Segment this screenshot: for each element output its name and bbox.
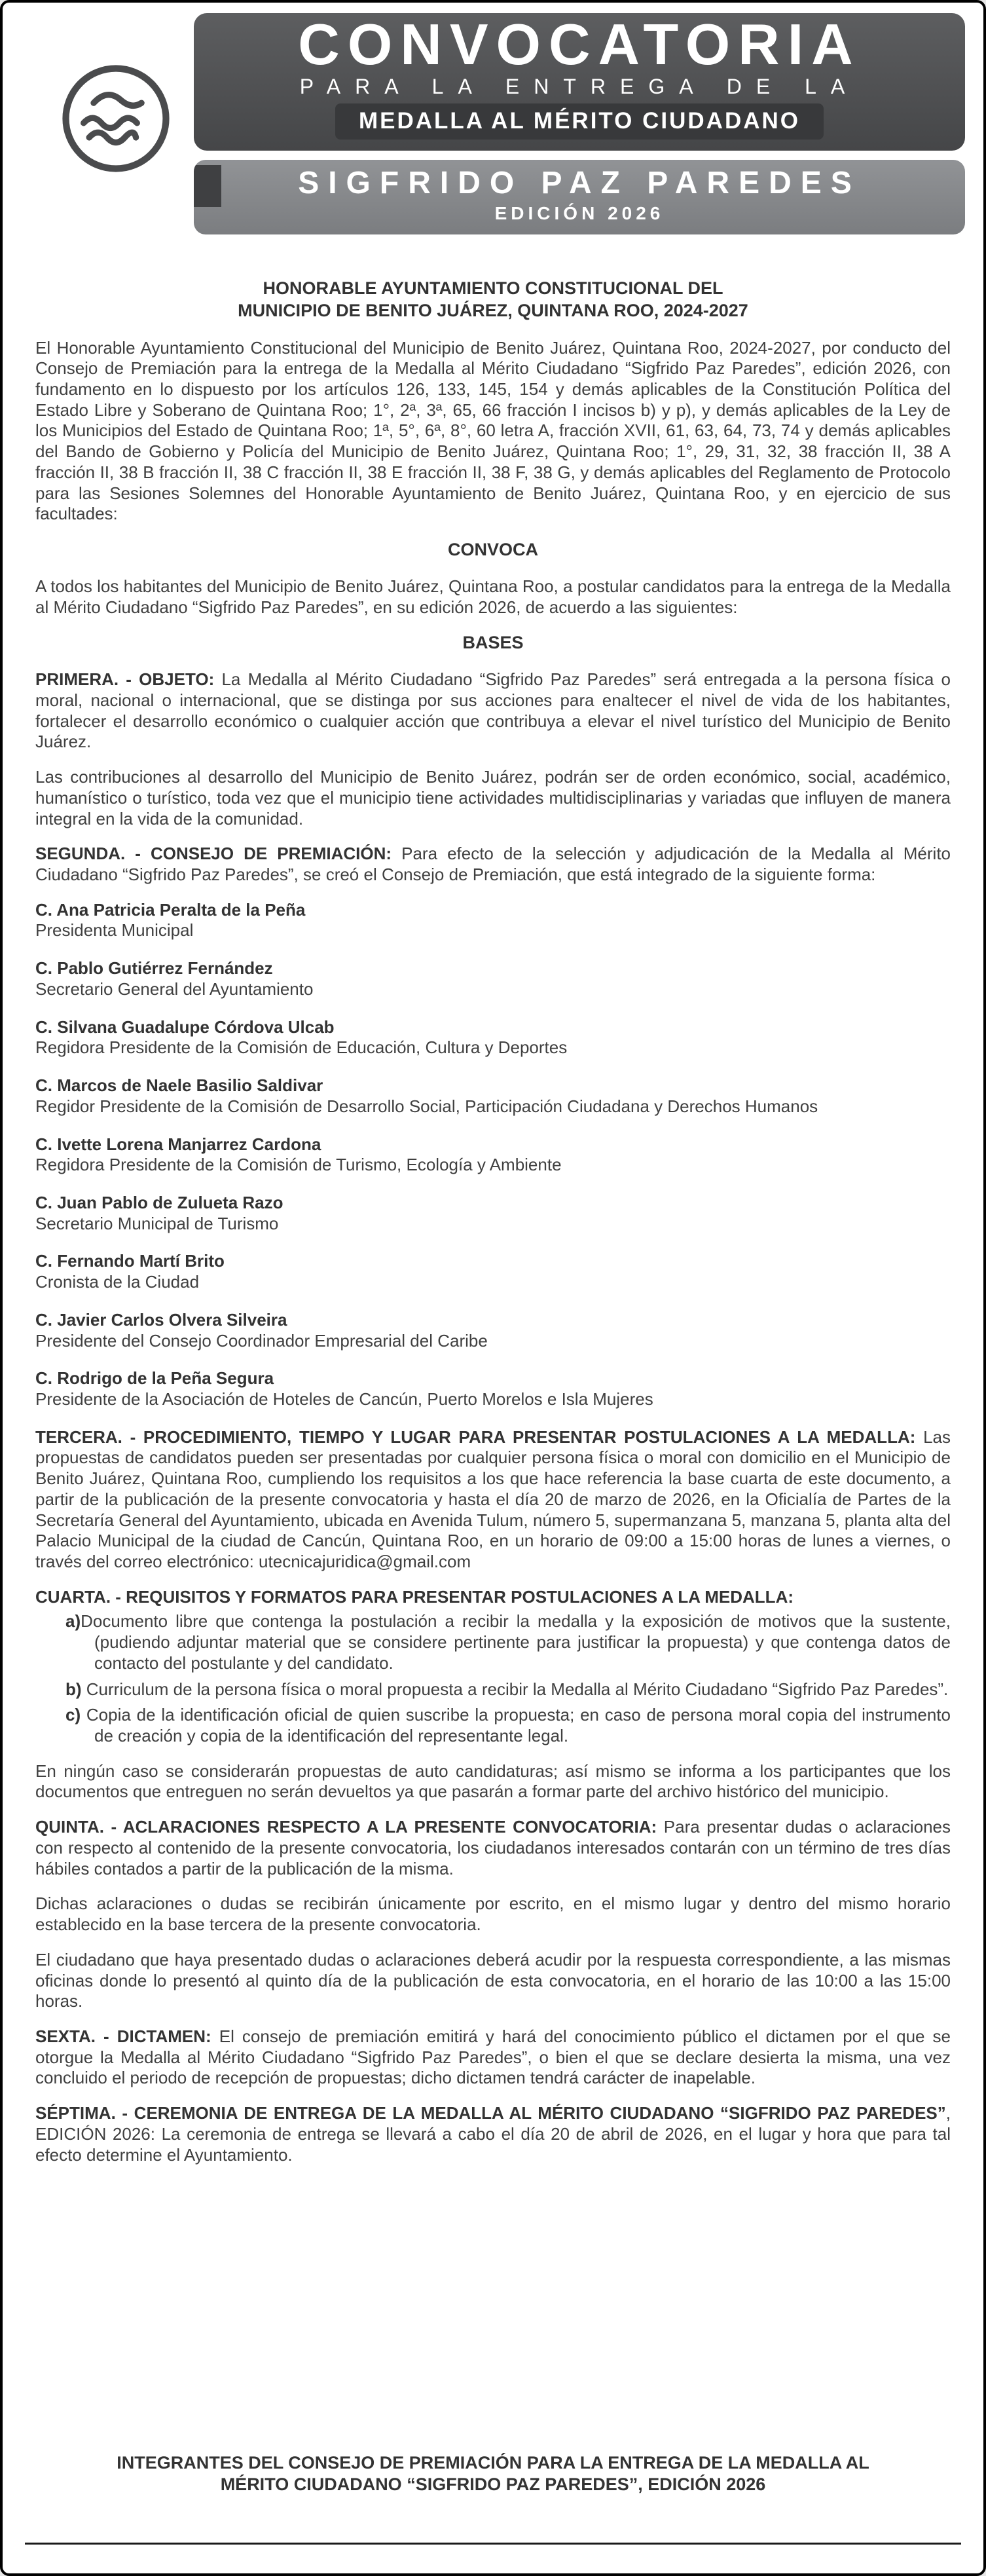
base-septima-text: , EDICIÓN 2026: La ceremonia de entrega se llevará a cabo el día 20 de abril de 2026, en el lugar y hora que para tal efecto determine el Ayuntamiento. bbox=[35, 2103, 951, 2165]
ayuntamiento-heading bbox=[35, 278, 951, 322]
member-title: Regidora Presidente de la Comisión de Turismo, Ecología y Ambiente bbox=[35, 1155, 562, 1175]
item-text: Curriculum de la persona física o moral propuesta a recibir la Medalla al Mérito Ciudadano “Sigfrido Paz Paredes”. bbox=[86, 1679, 949, 1699]
member-name: C. Ivette Lorena Manjarrez Cardona bbox=[35, 1134, 321, 1154]
base-sexta-lead: SEXTA. - DICTAMEN: bbox=[35, 2026, 219, 2046]
council-member bbox=[35, 1075, 951, 1117]
base-primera-text: La Medalla al Mérito Ciudadano “Sigfrido Paz Paredes” será entregada a la persona física o moral, nacional o internacional, que se distinga por sus acciones para enaltecer el nivel de vida de los habitantes, fortalecer el desarrollo económico o cualquier acción que contribuya a elevar el nivel turístico del Municipio de Benito Juárez. bbox=[35, 669, 951, 752]
council-member bbox=[35, 958, 951, 999]
base-quinta-para3: El ciudadano que haya presentado dudas o aclaraciones deberá acudir por la respuesta correspondiente, a las mismas oficinas donde lo presentó al quinto día de la publicación de esta convocatoria, en el horario de las 10:00 a las 15:00 horas. bbox=[35, 1949, 951, 2011]
requirement-item-c bbox=[65, 1705, 951, 1746]
item-marker: c) bbox=[65, 1705, 86, 1725]
medal-name: SIGFRIDO PAZ PAREDES bbox=[298, 166, 861, 200]
item-text: Documento libre que contenga la postulación a recibir la medalla y la exposición de motivos que la sustente, (pudiendo adjuntar material que se considere pertinente para justificar la propuesta) y que contenga datos de contacto del postulante y del candidato. bbox=[81, 1611, 951, 1673]
base-primera-lead: PRIMERA. - OBJETO: bbox=[35, 669, 222, 690]
council-member bbox=[35, 1368, 951, 1409]
member-title: Presidente del Consejo Coordinador Empresarial del Caribe bbox=[35, 1330, 488, 1351]
member-title: Regidora Presidente de la Comisión de Educación, Cultura y Deportes bbox=[35, 1037, 568, 1058]
call-paragraph: A todos los habitantes del Municipio de Benito Juárez, Quintana Roo, a postular candidatos para la entrega de la Medalla al Mérito Ciudadano “Sigfrido Paz Paredes”, en su edición 2026, de acuerdo a las siguientes: bbox=[35, 576, 951, 617]
intro-paragraph: El Honorable Ayuntamiento Constitucional del Municipio de Benito Juárez, Quintana Roo, 2024-2027, por conducto del Consejo de Premiación para la entrega de la Medalla al Mérito Ciudadano “Sigfrido Paz Paredes”, edición 2026, con fundamento en lo dispuesto por los artículos 126, 133, 145, 154 y demás aplicables de la Constitución Política del Estado Libre y Soberano de Quintana Roo; 1°, 2ª, 3ª, 65, 66 fracción I incisos b) y p), y demás aplicables de la Ley de los Municipios del Estado de Quintana Roo; 1ª, 5°, 6ª, 8°, 60 letra A, fracción XVII, 61, 63, 64, 73, 74 y demás aplicables del Bando de Gobierno y Policía del Municipio de Benito Juárez, Quintana Roo; 1°, 29, 31, 32, 38 fracción II, 38 A fracción II, 38 B fracción II, 38 C fracción II, 38 E fracción II, 38 F, 38 G, y demás aplicables del Reglamento de Protocolo para las Sesiones Solemnes del Honorable Ayuntamiento de Benito Juárez, Quintana Roo, y en ejercicio de sus facultades: bbox=[35, 337, 951, 524]
title-subtitle: PARA LA ENTREGA DE LA bbox=[299, 75, 860, 98]
document-body bbox=[3, 246, 983, 2165]
masthead bbox=[3, 3, 983, 246]
member-title: Regidor Presidente de la Comisión de Desarrollo Social, Participación Ciudadana y Derechos Humanos bbox=[35, 1096, 818, 1116]
member-name: C. Javier Carlos Olvera Silveira bbox=[35, 1309, 287, 1330]
member-name: C. Pablo Gutiérrez Fernández bbox=[35, 958, 273, 979]
base-quinta-text: Para presentar dudas o aclaraciones con respecto al contenido de la presente convocatoria, los ciudadanos interesados contarán con un término de tres días hábiles contados a partir de la publicación de la misma. bbox=[35, 1817, 951, 1878]
council-member bbox=[35, 1193, 951, 1234]
base-quinta-lead: QUINTA. - ACLARACIONES RESPECTO A LA PRESENTE CONVOCATORIA: bbox=[35, 1817, 664, 1837]
base-segunda bbox=[35, 844, 951, 885]
bases-heading: BASES bbox=[462, 633, 524, 653]
document-title: CONVOCATORIA bbox=[298, 12, 861, 77]
heading-line-2: MUNICIPIO DE BENITO JUÁREZ, QUINTANA ROO, 2024-2027 bbox=[238, 300, 748, 320]
member-title: Presidenta Municipal bbox=[35, 920, 194, 941]
member-name: C. Rodrigo de la Peña Segura bbox=[35, 1368, 274, 1389]
member-title: Secretario Municipal de Turismo bbox=[35, 1213, 279, 1233]
member-name: C. Ana Patricia Peralta de la Peña bbox=[35, 899, 306, 920]
requirement-item-a bbox=[65, 1611, 951, 1673]
heading-line-1: HONORABLE AYUNTAMIENTO CONSTITUCIONAL DEL bbox=[263, 278, 723, 298]
member-title: Presidente de la Asociación de Hoteles de Cancún, Puerto Morelos e Isla Mujeres bbox=[35, 1389, 653, 1409]
municipal-logo-icon bbox=[60, 63, 172, 174]
member-title: Secretario General del Ayuntamiento bbox=[35, 979, 314, 999]
base-segunda-lead: SEGUNDA. - CONSEJO DE PREMIACIÓN: bbox=[35, 844, 402, 864]
base-cuarta-lead: CUARTA. - REQUISITOS Y FORMATOS PARA PRESENTAR POSTULACIONES A LA MEDALLA: bbox=[35, 1586, 794, 1607]
base-sexta bbox=[35, 2026, 951, 2089]
base-primera bbox=[35, 669, 951, 753]
edition-label: EDICIÓN 2026 bbox=[494, 203, 665, 223]
base-tercera-text: Las propuestas de candidatos pueden ser presentadas por cualquier persona física o moral con domicilio en el Municipio de Benito Juárez, Quintana Roo, cumpliendo los requisitos a los que hace referencia la base cuarta de este documento, a partir de la publicación de la presente convocatoria y hasta el día 20 de marzo de 2026, en la Oficialía de Partes de la Secretaría General del Ayuntamiento, ubicada en Avenida Tulum, número 5, supermanzana 5, manzana 5, planta alta del Palacio Municipal de la ciudad de Cancún, Quintana Roo, en un horario de 09:00 a 15:00 horas de lunes a viernes, o través del correo electrónico: utecnicajuridica@gmail.com bbox=[35, 1427, 951, 1571]
name-banner bbox=[194, 160, 965, 234]
title-banner bbox=[194, 13, 965, 151]
council-member bbox=[35, 1251, 951, 1292]
council-member bbox=[35, 1310, 951, 1351]
base-cuarta-note: En ningún caso se considerarán propuestas de auto candidaturas; así mismo se informa a los participantes que los documentos que entreguen no serán devueltos ya que pasarán a formar parte del archivo histórico del municipio. bbox=[35, 1761, 951, 1802]
base-tercera-lead: TERCERA. - PROCEDIMIENTO, TIEMPO Y LUGAR PARA PRESENTAR POSTULACIONES A LA MEDALLA: bbox=[35, 1427, 924, 1447]
base-primera-extra: Las contribuciones al desarrollo del Municipio de Benito Juárez, podrán ser de orden económico, social, académico, humanístico o turístico, toda vez que el municipio tiene actividades multidisciplinarias y variadas que influyen de manera integral en la vida de la comunidad. bbox=[35, 767, 951, 829]
base-septima-lead: SÉPTIMA. - CEREMONIA DE ENTREGA DE LA MEDALLA AL MÉRITO CIUDADANO “SIGFRIDO PAZ PAREDES” bbox=[35, 2103, 946, 2123]
council-member bbox=[35, 1134, 951, 1176]
base-cuarta bbox=[35, 1587, 951, 1747]
council-members-list bbox=[35, 900, 951, 1410]
member-name: C. Silvana Guadalupe Córdova Ulcab bbox=[35, 1017, 335, 1037]
member-name: C. Fernando Martí Brito bbox=[35, 1251, 225, 1271]
base-septima bbox=[35, 2103, 951, 2165]
item-marker: b) bbox=[65, 1679, 86, 1699]
base-segunda-text: Para efecto de la selección y adjudicación de la Medalla al Mérito Ciudadano “Sigfrido Paz Paredes”, se creó el Consejo de Premiación, que está integrado de la siguiente forma: bbox=[35, 844, 951, 885]
base-tercera bbox=[35, 1427, 951, 1573]
base-sexta-text: El consejo de premiación emitirá y hará del conocimiento público el dictamen por el que se otorgue la Medalla al Mérito Ciudadano “Sigfrido Paz Paredes”, o bien el que se declare desierta la misma, una vez concluido el periodo de recepción de propuestas; dicho dictamen tendrá carácter de inapelable. bbox=[35, 2026, 951, 2088]
medal-label: MEDALLA AL MÉRITO CIUDADANO bbox=[335, 103, 824, 140]
council-member bbox=[35, 900, 951, 941]
integrantes-heading: INTEGRANTES DEL CONSEJO DE PREMIACIÓN PARA LA ENTREGA DE LA MEDALLA AL MÉRITO CIUDADANO “SIGFRIDO PAZ PAREDES”, EDICIÓN 2026 bbox=[117, 2452, 869, 2495]
council-member bbox=[35, 1017, 951, 1058]
base-quinta bbox=[35, 1817, 951, 1879]
member-name: C. Juan Pablo de Zulueta Razo bbox=[35, 1192, 283, 1212]
item-text: Copia de la identificación oficial de quien suscribe la propuesta; en caso de persona moral copia del instrumento de creación y copia de la identificación del representante legal. bbox=[86, 1705, 951, 1746]
requirement-item-b bbox=[65, 1679, 951, 1700]
convoca-heading: CONVOCA bbox=[447, 539, 538, 559]
banner-corner-tab bbox=[194, 165, 221, 207]
member-name: C. Marcos de Naele Basilio Saldivar bbox=[35, 1075, 323, 1096]
base-quinta-para2: Dichas aclaraciones o dudas se recibirán únicamente por escrito, en el mismo lugar y dentro del mismo horario establecido en la base tercera de la presente convocatoria. bbox=[35, 1894, 951, 1935]
member-title: Cronista de la Ciudad bbox=[35, 1272, 200, 1292]
item-marker: a) bbox=[65, 1611, 81, 1632]
bottom-divider bbox=[25, 2543, 961, 2545]
